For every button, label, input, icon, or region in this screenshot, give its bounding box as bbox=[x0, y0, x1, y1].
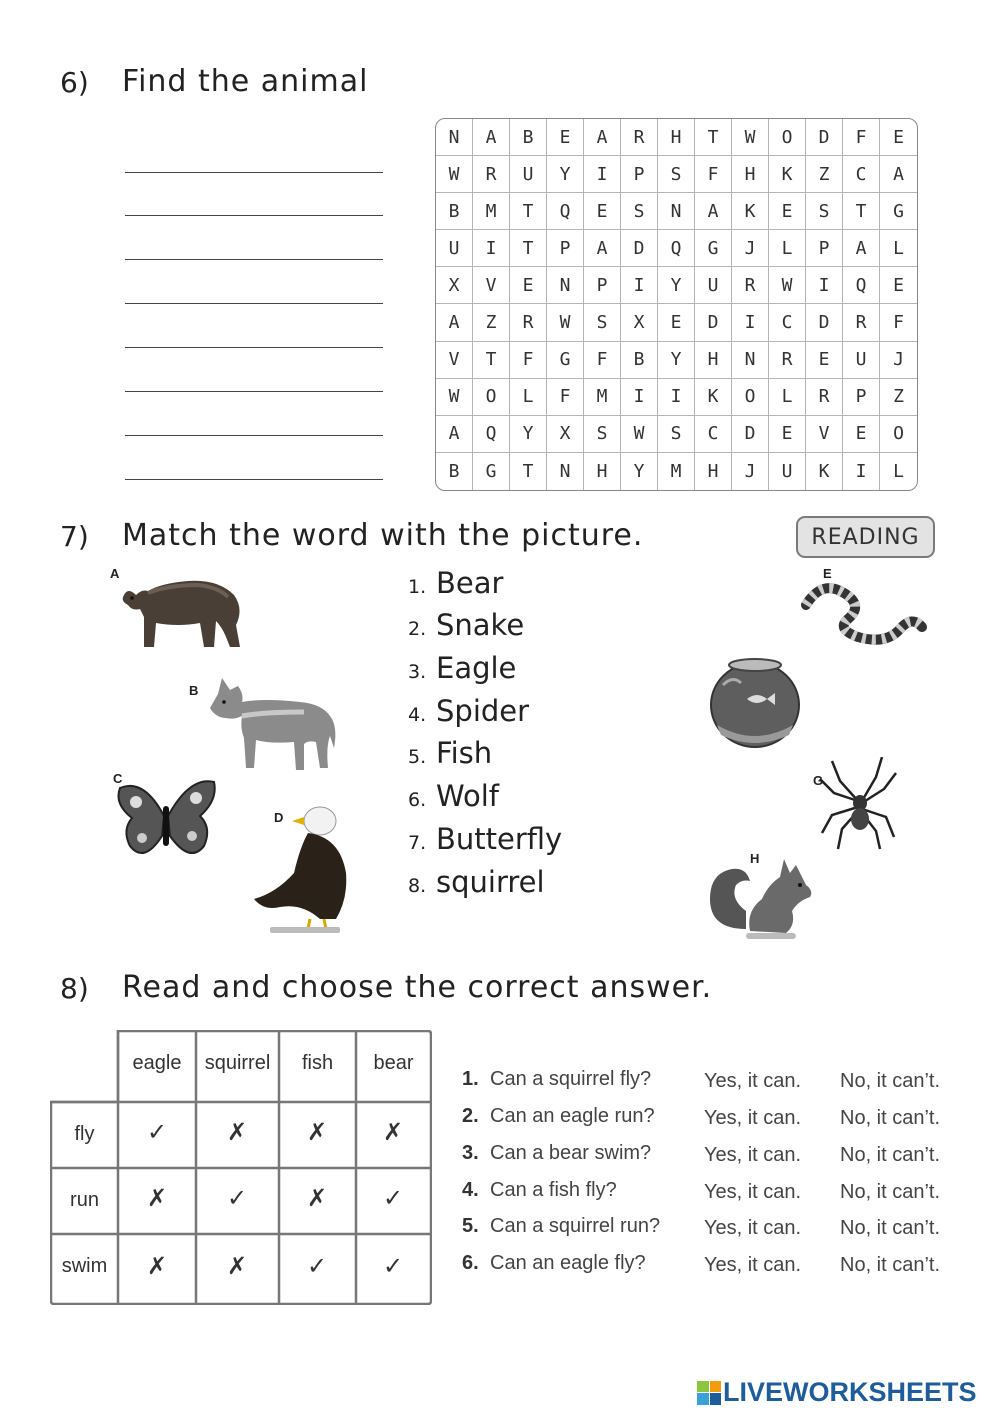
grid-cell[interactable]: X bbox=[547, 416, 584, 453]
grid-cell[interactable]: W bbox=[769, 267, 806, 304]
grid-cell[interactable]: I bbox=[806, 267, 843, 304]
grid-cell[interactable]: F bbox=[695, 156, 732, 193]
grid-cell[interactable]: I bbox=[621, 267, 658, 304]
grid-cell[interactable]: M bbox=[584, 379, 621, 416]
grid-cell[interactable]: Y bbox=[658, 267, 695, 304]
picture-label-h: H bbox=[750, 851, 760, 866]
grid-cell[interactable]: L bbox=[769, 379, 806, 416]
grid-cell[interactable]: F bbox=[880, 304, 917, 341]
word-item: 3. Eagle bbox=[408, 651, 517, 685]
question-5: 5. Can a squirrel run? bbox=[462, 1215, 661, 1237]
grid-cell[interactable]: Y bbox=[658, 342, 695, 379]
grid-cell[interactable]: D bbox=[732, 416, 769, 453]
grid-cell[interactable]: G bbox=[547, 342, 584, 379]
grid-cell[interactable]: N bbox=[658, 193, 695, 230]
section-8-title: Read and choose the correct answer. bbox=[122, 970, 713, 1005]
grid-cell[interactable]: P bbox=[843, 379, 880, 416]
grid-cell[interactable]: H bbox=[732, 156, 769, 193]
grid-cell[interactable]: T bbox=[510, 193, 547, 230]
grid-cell[interactable]: P bbox=[547, 230, 584, 267]
grid-cell[interactable]: I bbox=[732, 304, 769, 341]
answer-no-5[interactable]: No, it can’t. bbox=[840, 1217, 941, 1239]
grid-cell[interactable]: D bbox=[695, 304, 732, 341]
grid-cell[interactable]: L bbox=[769, 230, 806, 267]
answer-no-3[interactable]: No, it can’t. bbox=[840, 1144, 941, 1166]
grid-cell[interactable]: J bbox=[732, 230, 769, 267]
row-header-swim: swim bbox=[61, 1255, 108, 1277]
grid-cell[interactable]: X bbox=[621, 304, 658, 341]
row-header-run: run bbox=[70, 1189, 99, 1211]
column-header-fish: fish bbox=[301, 1052, 334, 1074]
answer-no-6[interactable]: No, it can’t. bbox=[840, 1254, 941, 1276]
grid-cell[interactable]: P bbox=[584, 267, 621, 304]
section-6-title: Find the animal bbox=[122, 64, 369, 99]
grid-cell[interactable]: A bbox=[695, 193, 732, 230]
grid-cell[interactable]: M bbox=[658, 453, 695, 490]
grid-cell[interactable]: R bbox=[732, 267, 769, 304]
mark-fly-squirrel: ✗ bbox=[226, 1118, 248, 1146]
answer-input-5[interactable] bbox=[125, 314, 387, 348]
grid-cell[interactable]: T bbox=[510, 230, 547, 267]
grid-cell[interactable]: T bbox=[473, 342, 510, 379]
grid-cell[interactable]: I bbox=[473, 230, 510, 267]
grid-cell[interactable]: U bbox=[436, 230, 473, 267]
grid-cell[interactable]: F bbox=[584, 342, 621, 379]
grid-cell[interactable]: M bbox=[473, 193, 510, 230]
column-header-squirrel: squirrel bbox=[204, 1052, 271, 1074]
reading-badge: READING bbox=[796, 516, 935, 558]
grid-cell[interactable]: L bbox=[880, 230, 917, 267]
grid-cell[interactable]: R bbox=[806, 379, 843, 416]
column-header-bear: bear bbox=[373, 1052, 414, 1074]
grid-cell[interactable]: B bbox=[436, 193, 473, 230]
grid-cell[interactable]: S bbox=[584, 304, 621, 341]
grid-cell[interactable]: G bbox=[880, 193, 917, 230]
word-search-grid bbox=[435, 118, 918, 491]
mark-swim-bear: ✓ bbox=[382, 1252, 404, 1280]
answer-input-1[interactable] bbox=[125, 139, 387, 173]
mark-fly-bear: ✗ bbox=[382, 1118, 404, 1146]
grid-cell[interactable]: V bbox=[473, 267, 510, 304]
answer-yes-1[interactable]: Yes, it can. bbox=[704, 1070, 802, 1092]
grid-cell[interactable]: R bbox=[769, 342, 806, 379]
grid-cell[interactable]: D bbox=[621, 230, 658, 267]
grid-cell[interactable]: R bbox=[621, 119, 658, 156]
mark-swim-squirrel: ✗ bbox=[226, 1252, 248, 1280]
question-2: 2. Can an eagle run? bbox=[462, 1105, 655, 1127]
grid-cell[interactable]: S bbox=[806, 193, 843, 230]
answer-yes-2[interactable]: Yes, it can. bbox=[704, 1107, 802, 1129]
mark-fly-fish: ✗ bbox=[306, 1118, 328, 1146]
wolf-picture[interactable] bbox=[204, 668, 344, 776]
answer-input-3[interactable] bbox=[125, 226, 387, 260]
question-1: 1. Can a squirrel fly? bbox=[462, 1068, 652, 1090]
grid-cell[interactable]: O bbox=[769, 119, 806, 156]
butterfly-picture[interactable] bbox=[114, 776, 218, 868]
grid-cell[interactable]: Q bbox=[658, 230, 695, 267]
fishbowl-picture[interactable] bbox=[707, 655, 803, 749]
grid-cell[interactable]: U bbox=[510, 156, 547, 193]
grid-cell[interactable]: O bbox=[473, 379, 510, 416]
grid-cell[interactable]: W bbox=[436, 379, 473, 416]
grid-cell[interactable]: N bbox=[732, 342, 769, 379]
grid-cell[interactable]: E bbox=[880, 267, 917, 304]
grid-cell[interactable]: W bbox=[436, 156, 473, 193]
grid-cell[interactable]: T bbox=[843, 193, 880, 230]
section-8-number: 8) bbox=[60, 972, 89, 1005]
grid-cell[interactable]: G bbox=[695, 230, 732, 267]
grid-cell[interactable]: D bbox=[806, 304, 843, 341]
grid-cell[interactable]: E bbox=[843, 416, 880, 453]
column-header-eagle: eagle bbox=[132, 1052, 182, 1074]
grid-cell[interactable]: P bbox=[621, 156, 658, 193]
grid-cell[interactable]: W bbox=[732, 119, 769, 156]
grid-cell[interactable]: I bbox=[621, 379, 658, 416]
grid-cell[interactable]: U bbox=[695, 267, 732, 304]
grid-cell[interactable]: E bbox=[547, 119, 584, 156]
answer-line-1 bbox=[125, 172, 383, 173]
word-item: 4. Spider bbox=[408, 694, 530, 728]
grid-cell[interactable]: Q bbox=[843, 267, 880, 304]
picture-label-e: E bbox=[823, 566, 832, 581]
answer-input-2[interactable] bbox=[125, 182, 387, 216]
grid-cell[interactable]: F bbox=[510, 342, 547, 379]
grid-cell[interactable]: V bbox=[806, 416, 843, 453]
answer-line-8 bbox=[125, 479, 383, 480]
grid-cell[interactable]: W bbox=[547, 304, 584, 341]
grid-cell[interactable]: T bbox=[510, 453, 547, 490]
grid-cell[interactable]: L bbox=[510, 379, 547, 416]
grid-cell[interactable]: Q bbox=[473, 416, 510, 453]
grid-cell[interactable]: U bbox=[769, 453, 806, 490]
grid-cell[interactable]: R bbox=[510, 304, 547, 341]
grid-cell[interactable]: E bbox=[584, 193, 621, 230]
grid-cell[interactable]: I bbox=[584, 156, 621, 193]
grid-cell[interactable]: A bbox=[584, 230, 621, 267]
grid-cell[interactable]: B bbox=[436, 453, 473, 490]
grid-cell[interactable]: Y bbox=[547, 156, 584, 193]
word-item: 2. Snake bbox=[408, 608, 525, 642]
grid-cell[interactable]: A bbox=[436, 416, 473, 453]
question-4: 4. Can a fish fly? bbox=[462, 1179, 617, 1201]
grid-cell[interactable]: E bbox=[880, 119, 917, 156]
grid-cell[interactable]: T bbox=[695, 119, 732, 156]
picture-label-b: B bbox=[189, 683, 199, 698]
liveworksheets-logo[interactable] bbox=[697, 1377, 977, 1408]
grid-cell[interactable]: U bbox=[843, 342, 880, 379]
liveworksheets-logo-icon bbox=[697, 1381, 721, 1405]
grid-cell[interactable]: S bbox=[584, 416, 621, 453]
grid-cell[interactable]: E bbox=[806, 342, 843, 379]
section-6-number: 6) bbox=[60, 66, 89, 99]
grid-cell[interactable]: C bbox=[843, 156, 880, 193]
grid-cell[interactable]: I bbox=[843, 453, 880, 490]
answer-no-4[interactable]: No, it can’t. bbox=[840, 1181, 941, 1203]
word-item: 7. Butterfly bbox=[408, 822, 563, 856]
mark-swim-eagle: ✗ bbox=[146, 1252, 168, 1280]
answer-no-2[interactable]: No, it can’t. bbox=[840, 1107, 941, 1129]
row-header-fly: fly bbox=[74, 1123, 95, 1145]
grid-cell[interactable]: A bbox=[843, 230, 880, 267]
grid-cell[interactable]: V bbox=[436, 342, 473, 379]
mark-run-eagle: ✗ bbox=[146, 1184, 168, 1212]
grid-cell[interactable]: Y bbox=[510, 416, 547, 453]
grid-cell[interactable]: X bbox=[436, 267, 473, 304]
grid-cell[interactable]: B bbox=[510, 119, 547, 156]
grid-cell[interactable]: L bbox=[893, 460, 904, 482]
grid-cell[interactable]: S bbox=[621, 193, 658, 230]
answer-yes-3[interactable]: Yes, it can. bbox=[704, 1144, 802, 1166]
word-item: 6. Wolf bbox=[408, 779, 499, 813]
answer-no-1[interactable]: No, it can’t. bbox=[840, 1070, 941, 1092]
grid-cell[interactable]: E bbox=[769, 193, 806, 230]
grid-cell[interactable]: H bbox=[695, 342, 732, 379]
grid-cell[interactable]: E bbox=[769, 416, 806, 453]
grid-cell[interactable]: J bbox=[732, 453, 769, 490]
section-7-number: 7) bbox=[60, 520, 89, 553]
answer-input-7[interactable] bbox=[125, 402, 387, 436]
grid-cell[interactable]: K bbox=[732, 193, 769, 230]
grid-cell[interactable]: W bbox=[621, 416, 658, 453]
grid-cell[interactable]: N bbox=[547, 453, 584, 490]
grid-cell[interactable]: G bbox=[473, 453, 510, 490]
grid-cell[interactable]: A bbox=[436, 304, 473, 341]
answer-line-3 bbox=[125, 259, 383, 260]
picture-label-c: C bbox=[113, 771, 123, 786]
section-7-title: Match the word with the picture. bbox=[122, 518, 644, 553]
mark-run-squirrel: ✓ bbox=[226, 1184, 248, 1212]
grid-cell[interactable]: Z bbox=[806, 156, 843, 193]
grid-cell[interactable]: K bbox=[769, 156, 806, 193]
grid-cell[interactable]: S bbox=[658, 156, 695, 193]
mark-fly-eagle: ✓ bbox=[146, 1118, 168, 1146]
mark-swim-fish: ✓ bbox=[306, 1252, 328, 1280]
grid-cell[interactable]: S bbox=[658, 416, 695, 453]
grid-cell[interactable]: O bbox=[880, 416, 917, 453]
squirrel-picture[interactable] bbox=[706, 855, 820, 941]
grid-cell[interactable]: J bbox=[880, 342, 917, 379]
grid-cell[interactable]: Z bbox=[473, 304, 510, 341]
grid-cell[interactable]: H bbox=[695, 453, 732, 490]
snake-picture[interactable] bbox=[800, 575, 928, 647]
answer-line-6 bbox=[125, 391, 383, 392]
picture-label-a: A bbox=[110, 566, 120, 581]
question-3: 3. Can a bear swim? bbox=[462, 1142, 652, 1164]
grid-cell[interactable]: E bbox=[658, 304, 695, 341]
question-6: 6. Can an eagle fly? bbox=[462, 1252, 646, 1274]
grid-cell[interactable]: C bbox=[769, 304, 806, 341]
answer-line-5 bbox=[125, 347, 383, 348]
grid-cell[interactable]: O bbox=[732, 379, 769, 416]
grid-cell[interactable]: I bbox=[658, 379, 695, 416]
grid-cell[interactable]: H bbox=[584, 453, 621, 490]
answer-line-7 bbox=[125, 435, 383, 436]
picture-label-d: D bbox=[274, 810, 284, 825]
answer-input-4[interactable] bbox=[125, 270, 387, 304]
grid-cell[interactable]: A bbox=[473, 119, 510, 156]
answer-input-6[interactable] bbox=[125, 358, 387, 392]
ability-table bbox=[50, 1030, 432, 1305]
picture-label-g: G bbox=[813, 773, 824, 788]
grid-cell[interactable]: D bbox=[806, 119, 843, 156]
grid-cell[interactable]: N bbox=[436, 119, 473, 156]
grid-cell[interactable]: E bbox=[510, 267, 547, 304]
word-item: 8. squirrel bbox=[408, 865, 545, 899]
answer-line-4 bbox=[125, 303, 383, 304]
grid-cell[interactable]: A bbox=[584, 119, 621, 156]
answer-yes-5[interactable]: Yes, it can. bbox=[704, 1217, 802, 1239]
grid-cell[interactable]: Y bbox=[621, 453, 658, 490]
grid-cell[interactable]: F bbox=[547, 379, 584, 416]
grid-cell[interactable]: R bbox=[473, 156, 510, 193]
grid-cell[interactable]: Q bbox=[547, 193, 584, 230]
grid-cell[interactable]: H bbox=[658, 119, 695, 156]
grid-cell[interactable]: A bbox=[880, 156, 917, 193]
answer-yes-6[interactable]: Yes, it can. bbox=[704, 1254, 802, 1276]
grid-cell[interactable]: B bbox=[621, 342, 658, 379]
eagle-picture[interactable] bbox=[250, 803, 352, 935]
mark-run-fish: ✗ bbox=[306, 1184, 328, 1212]
grid-cell[interactable]: F bbox=[843, 119, 880, 156]
answer-input-8[interactable] bbox=[125, 446, 387, 480]
grid-cell[interactable]: Z bbox=[880, 379, 917, 416]
word-item: 5. Fish bbox=[408, 736, 493, 770]
grid-cell[interactable]: N bbox=[547, 267, 584, 304]
liveworksheets-logo-text: LIVEWORKSHEETS bbox=[723, 1377, 977, 1407]
grid-cell[interactable]: C bbox=[695, 416, 732, 453]
bear-picture[interactable] bbox=[118, 565, 248, 655]
answer-yes-4[interactable]: Yes, it can. bbox=[704, 1181, 802, 1203]
grid-cell[interactable]: R bbox=[843, 304, 880, 341]
mark-run-bear: ✓ bbox=[382, 1184, 404, 1212]
answer-line-2 bbox=[125, 215, 383, 216]
spider-picture[interactable] bbox=[818, 757, 898, 851]
grid-cell[interactable]: K bbox=[695, 379, 732, 416]
word-item: 1. Bear bbox=[408, 566, 504, 600]
grid-cell[interactable]: K bbox=[806, 453, 843, 490]
grid-cell[interactable]: P bbox=[806, 230, 843, 267]
